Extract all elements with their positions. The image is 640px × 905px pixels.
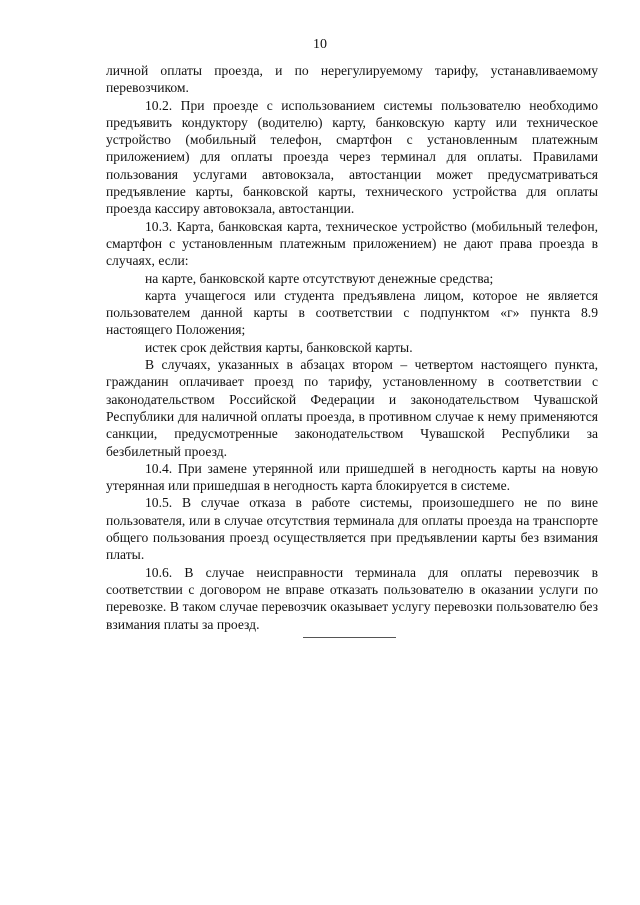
- paragraph-10-3-item-2: карта учащегося или студента предъявлена лицом, которое не является пользователем данной карты в соответствии с подпунктом «г» пункта 8.9 настоящего Положения;: [106, 287, 598, 338]
- paragraph-10-3-item-3: истек срок действия карты, банковской карты.: [145, 339, 413, 355]
- document-body: [106, 62, 598, 633]
- paragraph-continuation: личной оплаты проезда, и по нерегулируемому тарифу, устанавливаемому перевозчиком.: [106, 63, 598, 96]
- paragraph-10-2: 10.2. При проезде с использованием системы пользователю необходимо предъявить кондуктору (водителю) карту, банковскую карту или техническое устройство (мобильный телефон, смартфон с установленным платежным приложением) для оплаты проезда через терминал для оплаты. Правилами пользования услугами автовокзала, автостанции может предусматриваться предъявление карты, банковской карты, технического устройства для оплаты проезда кассиру автовокзала, автостанции.: [106, 97, 598, 217]
- paragraph-10-3-item-1: на карте, банковской карте отсутствуют денежные средства;: [145, 270, 494, 286]
- paragraph-10-3-consequence: В случаях, указанных в абзацах втором – четвертом настоящего пункта, гражданин оплачивает проезд по тарифу, установленному в соответствии с законодательством Российской Федерации и законодательством Чувашской Республики для наличной оплаты проезда, в противном случае к нему применяются санкции, предусмотренные законодательством Чувашской Республики за безбилетный проезд.: [106, 357, 598, 459]
- end-of-document-line: [303, 637, 396, 638]
- page-number: 10: [313, 37, 327, 52]
- paragraph-10-4: 10.4. При замене утерянной или пришедшей в негодность карты на новую утерянная или пришедшая в негодность карта блокируется в системе.: [106, 460, 598, 494]
- paragraph-10-3: 10.3. Карта, банковская карта, техническое устройство (мобильный телефон, смартфон с установленным платежным приложением) не дают права проезда в случаях, если:: [106, 218, 598, 269]
- paragraph-10-6: 10.6. В случае неисправности терминала для оплаты перевозчик в соответствии с договором не вправе отказать пользователю в оказании услуги по перевозке. В таком случае перевозчик оказывает услугу перевозки пользователю без взимания платы за проезд.: [106, 564, 598, 632]
- paragraph-10-5: 10.5. В случае отказа в работе системы, произошедшего не по вине пользователя, или в случае отсутствия терминала для оплаты проезда на транспорте общего пользования проезд осуществляется при предъявлении карты без взимания платы.: [106, 495, 598, 563]
